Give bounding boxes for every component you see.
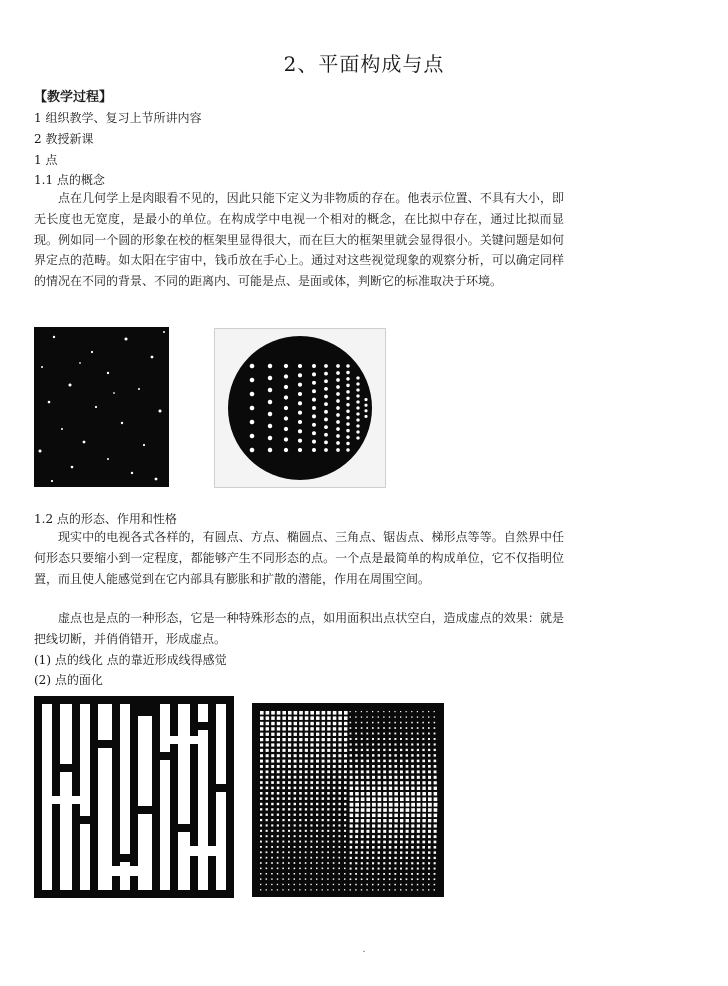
figure-dot-density	[252, 703, 444, 897]
step-2: 2 教授新课	[34, 132, 94, 146]
paragraph-forms: 现实中的电视各式各样的，有圆点、方点、椭圆点、三角点、锯齿点、梯形点等等。自然界中任何形态只要缩小到一定程度，都能够产生不同形态的点。一个点是最简单的构成单位，它不仅指明位置，而且使人能感觉到在它内部具有膨胀和扩散的潜能，作用在周围空间。	[34, 530, 564, 586]
step-1: 1 组织教学、复习上节所讲内容	[34, 111, 202, 125]
paragraph-virtual-dot: 虚点也是点的一种形态，它是一种特殊形态的点，如用面积出点状空白，造成虚点的效果：就是把线切断，并俏俏错开，形成虚点。	[34, 611, 564, 646]
page-footer: .	[362, 944, 366, 955]
subsection-forms: 1.2 点的形态、作用和性格	[34, 512, 177, 526]
section-heading: 【教学过程】	[34, 90, 113, 105]
figure-dot-circle	[214, 328, 386, 488]
figure-broken-lines	[34, 696, 234, 898]
subsection-concept: 1.1 点的概念	[34, 173, 105, 187]
step-3: 1 点	[34, 153, 58, 167]
page-title: 2、平面构成与点	[283, 52, 445, 76]
paragraph-concept: 点在几何学上是肉眼看不见的，因此只能下定义为非物质的存在。他表示位置、不具有大小，即无长度也无宽度，是最小的单位。在构成学中电视一个相对的概念，在比拟中存在，通过比拟而显现。例如同一个圆的形象在校的框架里显得很大，而在巨大的框架里就会显得很小。关键问题是如何界定点的范畴。如太阳在宇宙中，钱币放在手心上。通过对这些视觉现象的观察分析，可以确定同样的情况在不同的背景、不同的距离内、可能是点、是面或体，判断它的标准取决于环境。	[34, 191, 564, 289]
figure-starfield	[34, 327, 169, 487]
list-item-1: (1) 点的线化 点的靠近形成线得感觉	[34, 653, 227, 667]
list-item-2: (2) 点的面化	[34, 673, 103, 687]
